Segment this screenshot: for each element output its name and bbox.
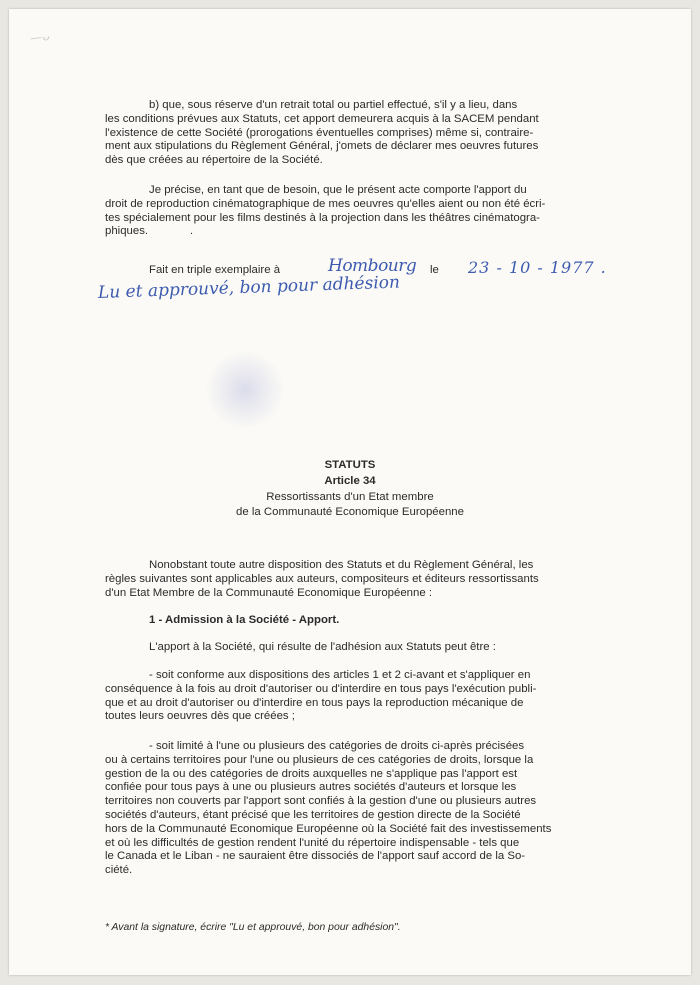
text-line: ciété. [105,864,133,877]
text-line: et où les difficultés de gestion rendent l'unité du répertoire indispensable - tels que [105,836,520,849]
text-line: règles suivantes sont applicables aux auteurs, compositeurs et éditeurs ressortissants [105,572,539,585]
text-line: l'existence de cette Société (prorogations éventuelles comprises) même si, contraire- [105,126,534,139]
paragraph-b [105,99,595,168]
text-line: ou à certains territoires pour l'une ou plusieurs de ces catégories de droits, lorsque la [105,753,534,766]
text-line: sociétés d'auteurs, étant précisé que les territoires de gestion directe de la Société [105,808,521,821]
text-line: les conditions prévues aux Statuts, cet apport demeurera acquis à la SACEM pendant [105,112,539,125]
article-heading: Article 34 [324,475,376,487]
paragraph-limite [105,740,595,878]
fait-text: Fait en triple exemplaire à [149,264,281,276]
section-1-title: 1 - Admission à la Société - Apport. [149,614,340,626]
text-line: toutes leurs oeuvres dès que créées ; [105,710,295,723]
text-line: ment aux stipulations du Règlement Général, j'omets de déclarer mes oeuvres futures [105,140,539,153]
text-line: territoires non couverts par l'apport sont confiés à la gestion d'une ou plusieurs autres [105,795,537,808]
ink-smudge [205,350,285,430]
text-line: confiée pour tous pays à une ou plusieurs autres sociétés d'auteurs et lorsque les [105,781,517,794]
handwritten-approval: Lu et approuvé, bon pour adhésion [97,272,401,303]
text-line: droit de reproduction cinématographique de mes oeuvres qu'elles aient ou non été écri- [105,197,546,210]
text-line: dès que créées au répertoire de la Société. [105,154,323,167]
handwritten-place: Hombourg [328,256,417,276]
footnote: * Avant la signature, écrire "Lu et approuvé, bon pour adhésion". [105,922,401,933]
paragraph-precise [105,184,595,239]
text-line: que et au droit d'autoriser ou d'interdire en tous pays la reproduction mécanique de [105,696,524,709]
paragraph-conforme [105,669,595,724]
text-line: le Canada et le Liban - ne sauraient être dissociés de l'apport sauf accord de la So- [105,850,526,863]
text-line: - soit limité à l'une ou plusieurs des catégories de droits ci-après précisées [149,740,525,752]
text-line: hors de la Communauté Economique Européenne où la Société fait des investissements [105,822,552,835]
text-line: phiques. [105,225,149,238]
text-line: b) que, sous réserve d'un retrait total ou partiel effectué, s'il y a lieu, dans [149,99,518,111]
handwritten-date: 23 - 10 - 1977 . [468,258,607,277]
paragraph-apport: L'apport à la Société, qui résulte de l'adhésion aux Statuts peut être : [149,641,496,653]
article-subtitle-1: Ressortissants d'un Etat membre [266,491,434,503]
text-line: - soit conforme aux dispositions des articles 1 et 2 ci-avant et s'appliquer en [149,669,531,681]
text-line: tes spécialement pour les films destinés à la projection dans les théâtres cinématogra- [105,211,540,224]
le-text: le [430,264,439,276]
article-subtitle-2: de la Communauté Economique Européenne [236,506,464,518]
text-line: gestion de la ou des catégories de droits auxquelles ne s'applique pas l'apport est [105,767,518,780]
statuts-heading: STATUTS [324,459,376,471]
text-line: Je précise, en tant que de besoin, que le présent acte comporte l'apport du [149,184,527,196]
corner-pencil-mark: —ᴗ [29,28,51,46]
text-line: d'un Etat Membre de la Communauté Economique Européenne : [105,586,433,599]
stray-dot: . [190,225,194,237]
paragraph-nonobstant [105,559,595,600]
text-line: Nonobstant toute autre disposition des Statuts et du Règlement Général, les [149,559,534,571]
text-line: conséquence à la fois au droit d'autoriser ou d'interdire en tous pays l'exécution publi- [105,682,537,695]
